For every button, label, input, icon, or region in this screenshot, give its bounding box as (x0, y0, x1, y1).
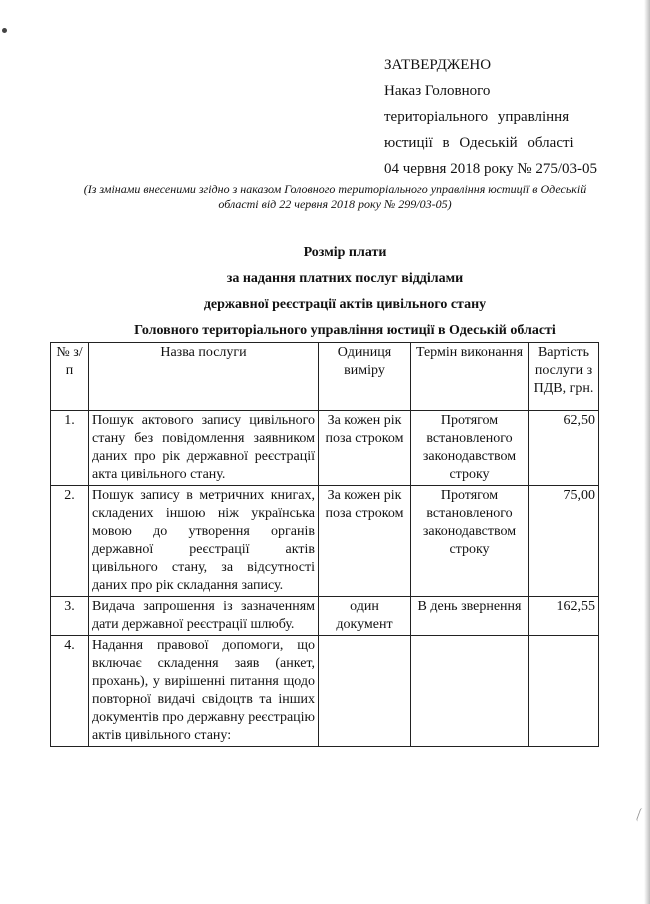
scan-mark (2, 28, 7, 33)
title-line-1: Розмір плати (303, 245, 387, 260)
service-unit: За кожен рік поза строком (319, 486, 411, 597)
service-term: В день звернення (411, 597, 529, 636)
approval-block (384, 52, 634, 182)
amendment-note: (Із змінами внесеними згідно з наказом Головного територіального управління юстиції в Одеській області від 22 червня 2018 року № 299/03-05) (83, 182, 587, 211)
service-term: Протягом встановленого законодавством строку (411, 486, 529, 597)
approval-date-line: 04 червня 2018 року № 275/03-05 (384, 161, 598, 177)
table-row (51, 597, 599, 636)
page-edge-shadow (644, 0, 650, 904)
service-term: Протягом встановленого законодавством строку (411, 411, 529, 486)
service-price: 62,50 (529, 411, 599, 486)
header-num: № з/п (51, 343, 89, 411)
service-price: 75,00 (529, 486, 599, 597)
row-number: 3. (51, 597, 89, 636)
title-line-4: Головного територіального управління юстиції в Одеській області (134, 323, 556, 338)
header-term: Термін виконання (411, 343, 529, 411)
table-row (51, 486, 599, 597)
approval-department-line: територіального управління (384, 109, 570, 125)
table-row (51, 411, 599, 486)
service-price: 162,55 (529, 597, 599, 636)
service-name: Видача запрошення із зазначенням дати державної реєстрації шлюбу. (89, 597, 319, 636)
services-table (50, 342, 599, 747)
approval-heading: ЗАТВЕРДЖЕНО (384, 57, 492, 73)
row-number: 1. (51, 411, 89, 486)
service-unit: один документ (319, 597, 411, 636)
service-name: Надання правової допомоги, що включає складення заяв (анкет, прохань), у вирішенні питання щодо повторної видачі свідоцтв та інших документів про державну реєстрацію актів цивільного стану: (89, 636, 319, 747)
approval-order-line: Наказ Головного (384, 83, 491, 99)
service-unit (319, 636, 411, 747)
approval-region-line: юстиції в Одеській області (384, 135, 574, 151)
service-term (411, 636, 529, 747)
service-unit: За кожен рік поза строком (319, 411, 411, 486)
service-price (529, 636, 599, 747)
header-name: Назва послуги (89, 343, 319, 411)
row-number: 4. (51, 636, 89, 747)
row-number: 2. (51, 486, 89, 597)
service-name: Пошук запису в метричних книгах, складених іншою ніж українська мовою до утворення органів державної реєстрації актів цивільного стану, за відсутності даних про рік складання запису. (89, 486, 319, 597)
table-header-row (51, 343, 599, 411)
service-name: Пошук актового запису цивільного стану без повідомлення заявником даних про рік державної реєстрації акта цивільного стану. (89, 411, 319, 486)
table-row (51, 636, 599, 747)
title-line-2: за надання платних послуг відділами (226, 271, 464, 286)
title-line-3: державної реєстрації актів цивільного стану (203, 297, 487, 312)
document-title (60, 240, 630, 344)
header-price: Вартість послуги з ПДВ, грн. (529, 343, 599, 411)
header-unit: Одиниця виміру (319, 343, 411, 411)
